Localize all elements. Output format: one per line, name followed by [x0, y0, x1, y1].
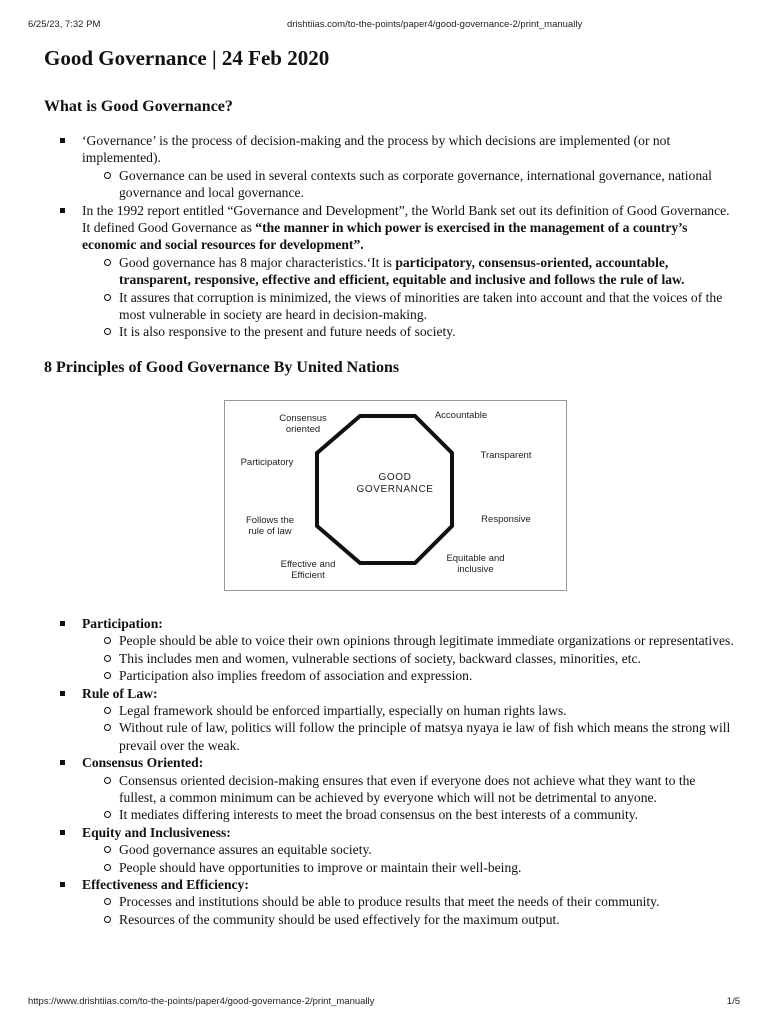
characteristics-list: participatory, consensus-oriented, accountable, transparent, responsive, effective and efficient, equitable and inclusive and follows the rule of law.	[119, 254, 685, 288]
print-footer-url: https://www.drishtiias.com/to-the-points/paper4/good-governance-2/print_manually	[28, 996, 375, 1007]
list-item: It mediates differing interests to meet the broad consensus on the best interests of a community.	[82, 806, 734, 823]
print-datetime: 6/25/23, 7:32 PM	[28, 19, 101, 30]
list-item: Consensus oriented decision-making ensures that even if everyone does not achieve what they want to the fullest, a common minimum can be achieved by everyone which will not be detrimental to anyone.	[82, 772, 734, 807]
list-item: Processes and institutions should be able to produce results that meet the needs of their community.	[82, 893, 734, 910]
principles-list	[44, 615, 734, 928]
list-item: Participation also implies freedom of association and expression.	[82, 667, 734, 684]
label-rule-of-law: Follows the rule of law	[245, 514, 295, 537]
world-bank-text: In the 1992 report entitled “Governance and Development”, the World Bank set out its definition of Good Governance. It defined Good Governance as	[82, 202, 730, 236]
list-item: Good governance has 8 major characteristics.‘It is participatory, consensus-oriented, accountable, transparent, responsive, effective and efficient, equitable and inclusive and follows the rule of law.	[82, 254, 734, 289]
governance-definition: ‘Governance’ is the process of decision-making and the process by which decisions are implemented (or not implemented).	[82, 133, 671, 166]
list-item: Resources of the community should be used effectively for the maximum output.	[82, 911, 734, 928]
world-bank-quote: “the manner in which power is exercised in the management of a country’s economic and social resources for development”.	[82, 220, 688, 253]
label-responsive: Responsive	[481, 513, 531, 525]
principle-rule-of-law: Rule of Law: Legal framework should be enforced impartially, especially on human rights laws. Without rule of law, politics will follow the principle of matsya nyaya ie law of fish which means the strong will prevail over the weak.	[44, 685, 734, 755]
label-participatory: Participatory	[240, 456, 294, 468]
label-equitable-inclusive: Equitable and inclusive	[446, 552, 505, 575]
label-transparent: Transparent	[480, 449, 532, 461]
definition-list	[44, 132, 734, 341]
list-item	[44, 132, 734, 202]
article	[44, 42, 734, 928]
page-title: Good Governance | 24 Feb 2020	[44, 46, 330, 70]
list-item: Legal framework should be enforced impartially, especially on human rights laws.	[82, 702, 734, 719]
list-item: It assures that corruption is minimized, the views of minorities are taken into account and that the voices of the most vulnerable in society are heard in decision-making.	[82, 289, 734, 324]
list-item: People should have opportunities to improve or maintain their well-being.	[82, 859, 734, 876]
principle-participation: Participation: People should be able to voice their own opinions through legitimate immediate organizations or representatives. This includes men and women, vulnerable sections of society, backward classes, minorities, etc. Participation also implies freedom of association and expression.	[44, 615, 734, 685]
list-item: This includes men and women, vulnerable sections of society, backward classes, minorities, etc.	[82, 650, 734, 667]
list-item: It is also responsive to the present and future needs of society.	[82, 323, 734, 340]
principle-effectiveness: Effectiveness and Efficiency: Processes and institutions should be able to produce results that meet the needs of their community. Resources of the community should be used effectively for the maximum output.	[44, 876, 734, 928]
list-item: Without rule of law, politics will follow the principle of matsya nyaya ie law of fish which means the strong will prevail over the weak.	[82, 719, 734, 754]
section-heading-principles: 8 Principles of Good Governance By United Nations	[44, 358, 400, 376]
list-item: People should be able to voice their own opinions through legitimate immediate organizations or representatives.	[82, 632, 734, 649]
list-item: Governance can be used in several contexts such as corporate governance, international governance, national governance and local governance.	[82, 167, 734, 202]
principle-consensus: Consensus Oriented: Consensus oriented decision-making ensures that even if everyone does not achieve what they want to the fullest, a common minimum can be achieved by everyone which will not be detrimental to anyone. It mediates differing interests to meet the broad consensus on the best interests of a community.	[44, 754, 734, 824]
diagram-center-label: GOOD GOVERNANCE	[356, 471, 434, 495]
label-accountable: Accountable	[434, 409, 488, 421]
list-item	[44, 202, 734, 341]
page-number: 1/5	[726, 996, 740, 1007]
print-header	[0, 0, 768, 30]
label-effective-efficient: Effective and Efficient	[280, 558, 336, 581]
list-item: Good governance assures an equitable society.	[82, 841, 734, 858]
principle-equity: Equity and Inclusiveness: Good governance assures an equitable society. People should have opportunities to improve or maintain their well-being.	[44, 824, 734, 876]
label-consensus-oriented: Consensus oriented	[279, 412, 327, 435]
principles-diagram	[224, 400, 567, 591]
section-heading-what-is: What is Good Governance?	[44, 98, 233, 115]
print-header-url: drishtiias.com/to-the-points/paper4/good-governance-2/print_manually	[287, 19, 583, 30]
